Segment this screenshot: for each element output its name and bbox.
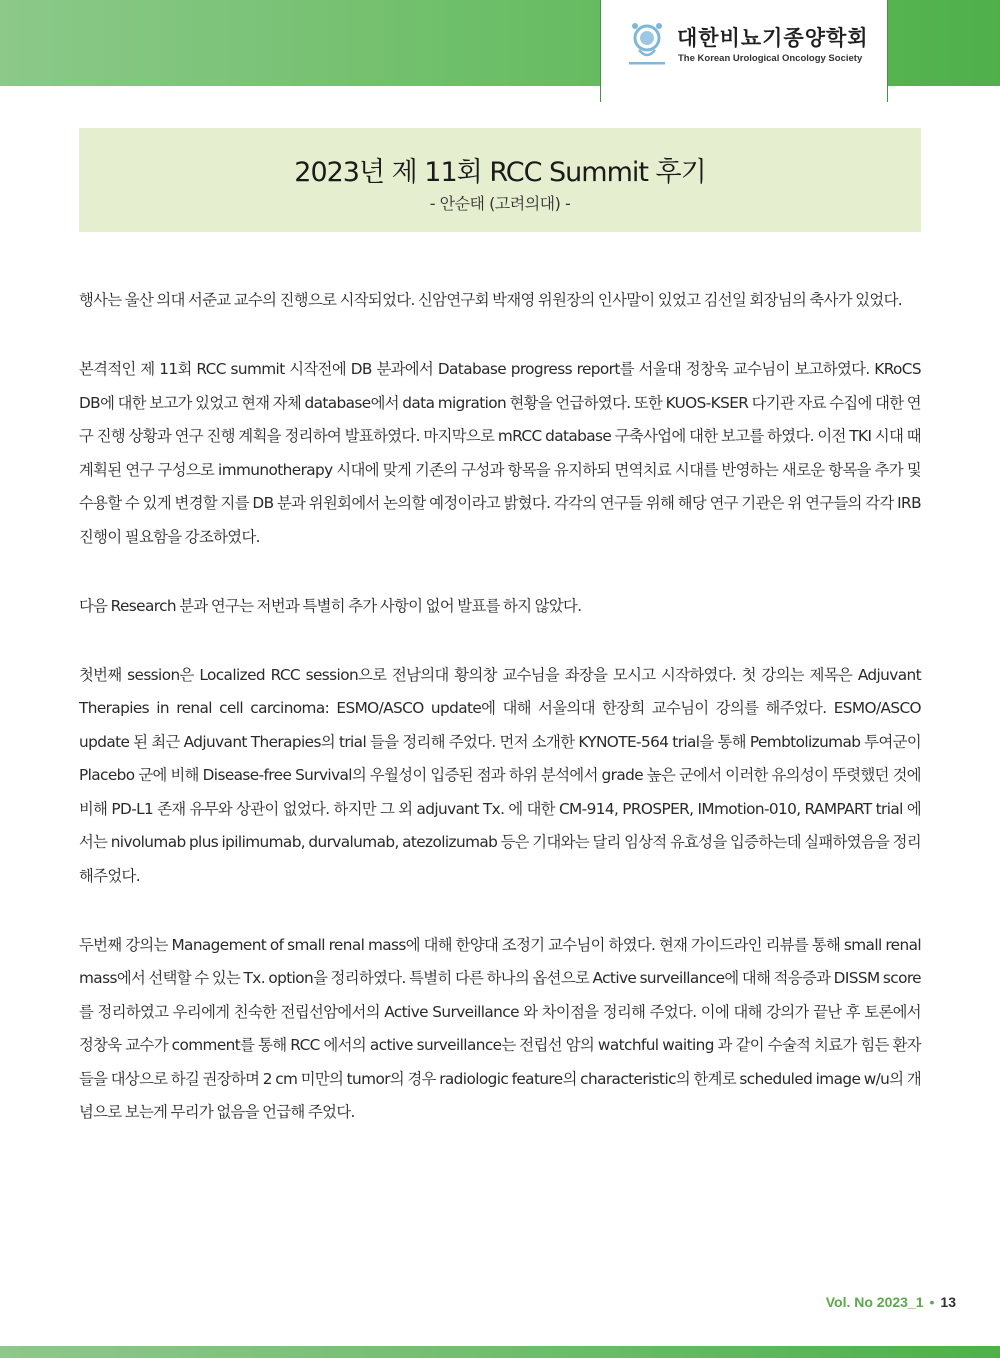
society-logo — [600, 0, 888, 102]
article-body — [79, 284, 921, 1165]
society-emblem-icon — [625, 20, 669, 68]
article-title: 2023년 제 11회 RCC Summit 후기 — [294, 157, 706, 188]
paragraph: 행사는 울산 의대 서준교 교수의 진행으로 시작되었다. 신암연구회 박재영 위원장의 인사말이 있었고 김선일 회장님의 축사가 있었다. — [79, 291, 903, 309]
title-box — [79, 128, 921, 232]
paragraph: 첫번째 session은 Localized RCC session으로 전남의대 황의창 교수님을 좌장을 모시고 시작하였다. 첫 강의는 제목은 Adjuvant Therapies in renal cell carcinoma: ESMO/ASCO update에 대해 서울의대 한장희 교수님이 강의를 해주었다. ESMO/ASCO update 된 최근 Adjuvant Therapies의 trial 들을 정리해 주었다. 먼저 소개한 KYNOTE-564 trial을 통해 Pembtolizumab 투여군이 Placebo 군에 비해 Disease-free Survival의 우월성이 입증된 점과 하위 분석에서 grade 높은 군에서 이러한 유의성이 뚜렷했던 것에 비해 PD-L1 존재 유무와 상관이 없었다. 하지만 그 외 adjuvant Tx. 에 대한 CM-914, PROSPER, IMmotion-010, RAMPART trial 에서는 nivolumab plus ipilimumab, durvalumab, atezolizumab 등은 기대와는 달리 임상적 유효성을 입증하는데 실패하였음을 정리해주었다. — [79, 665, 921, 885]
bottom-band — [0, 1346, 1000, 1358]
footer-separator: • — [929, 1294, 935, 1310]
logo-korean-name: 대한비뇨기종양학회 — [677, 26, 869, 50]
page-footer — [826, 1294, 956, 1310]
page-number: 13 — [940, 1294, 956, 1310]
volume-label: Vol. No 2023_1 — [825, 1294, 924, 1310]
paragraph: 다음 Research 분과 연구는 저번과 특별히 추가 사항이 없어 발표를 하지 않았다. — [79, 596, 582, 615]
logo-english-name: The Korean Urological Oncology Society — [678, 53, 863, 64]
paragraph: 본격적인 제 11회 RCC summit 시작전에 DB 분과에서 Database progress report를 서울대 정창욱 교수님이 보고하였다. KRoCS DB에 대한 보고가 있었고 현재 자체 database에서 data migration 현황을 언급하였다. 또한 KUOS-KSER 다기관 자료 수집에 대한 연구 진행 상황과 연구 진행 계획을 정리하여 발표하였다. 마지막으로 mRCC database 구축사업에 대한 보고를 하였다. 이전 TKI 시대 때 계획된 연구 구성으로 immunotherapy 시대에 맞게 기존의 구성과 항목을 유지하되 면역치료 시대를 반영하는 새로운 항목을 추가 및 수용할 수 있게 변경할 지를 DB 분과 위원회에서 논의할 예정이라고 밝혔다. 각각의 연구들 위해 해당 연구 기관은 위 연구들의 각각 IRB 진행이 필요함을 강조하였다. — [79, 360, 921, 546]
article-author: - 안순태 (고려의대) - — [429, 194, 571, 213]
paragraph: 두번째 강의는 Management of small renal mass에 대해 한양대 조정기 교수님이 하였다. 현재 가이드라인 리뷰를 통해 small renal mass에서 선택할 수 있는 Tx. option을 정리하였다. 특별히 다른 하나의 옵션으로 Active surveillance에 대해 적응증과 DISSM score를 정리하였고 우리에게 친숙한 전립선암에서의 Active Surveillance 와 차이점을 정리해 주었다. 이에 대해 강의가 끝난 후 토론에서 정창욱 교수가 comment를 통해 RCC 에서의 active surveillance는 전립선 암의 watchful waiting 과 같이 수술적 치료가 힘든 환자들을 대상으로 하길 권장하며 2 cm 미만의 tumor의 경우 radiologic feature의 characteristic의 한계로 scheduled image w/u의 개념으로 보는게 무리가 없음을 언급해 주었다. — [79, 935, 921, 1121]
